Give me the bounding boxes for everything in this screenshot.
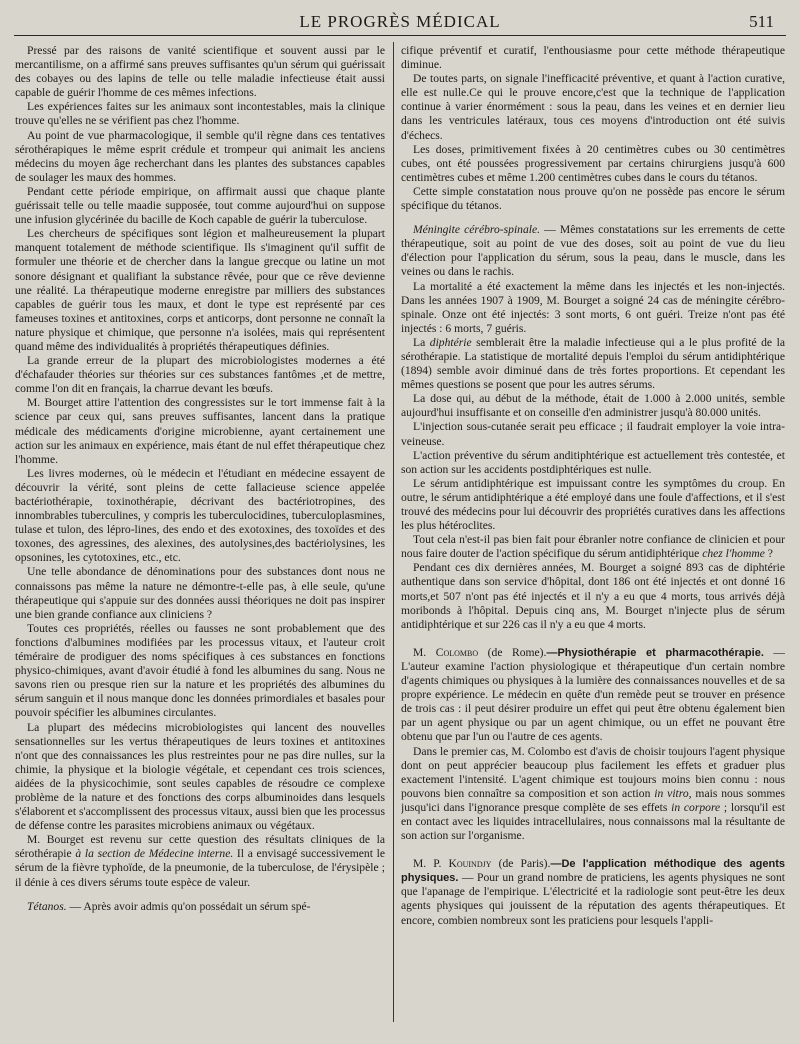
paragraph: Pendant cette période empirique, on affirmait aussi que chaque plante guérissait telle ou telle maadie supposée, tout comme aujourd'hui on suppose une infusion glycérinée du bacille de Koch capable de guérir la tuberculose. [15,184,385,227]
paragraph: L'action préventive du sérum anditiphtérique est actuellement très contestée, et son action sur les accidents postdiphtériques est nulle. [401,448,785,476]
text-run: Dans le premier cas, M. Colombo est d'avis de choisir toujours l'agent physique dont on peut apprécier beaucoup plus facilement les effets et graduer plus exactement l'intensité. L'agent chimique est toujours moins bien connu : nous pouvons bien connaître sa composition et son action [401,744,785,800]
paragraph [401,745,785,844]
paragraph: La dose qui, au début de la méthode, était de 1.000 à 2.000 unités, semble aujourd'hui insuffisante et on conseille d'en administrer jusqu'à 80.000 unités. [401,392,785,420]
text-run: mais nous sommes jusqu'ici dans l'ignorance presque complète de ses effets [401,786,785,814]
paragraph: cifique préventif et curatif, l'enthousiasme pour cette méthode thérapeutique diminue. [401,44,785,72]
italic-run: in vitro, [654,786,692,800]
right-column [401,44,785,1034]
text-run: semblerait être la maladie infectieuse qui a le plus profité de la sérothérapie. La statistique de mortalité depuis l'emploi du sérum antidiphtérique (1894) semble avoir diminué dans de très fortes proportions. Et cependant les mêmes questions se posent que pour les autres sérums. [401,335,785,392]
paragraph: Le sérum antidiphtérique est impuissant contre les symptômes du croup. En outre, le sérum antidiphtérique a été employé dans une foule d'affections, et il s'est trouvé des médecins pour lui découvrir des propriétés curatives dans les affections les plus hétéroclites. [401,476,785,533]
paragraph: Pendant ces dix dernières années, M. Bourget a soigné 893 cas de diphtérie authentique dans son service d'hôpital, dont 186 ont été injectés et ont donné 16 morts,et 507 n'ont pas été injectés et il n'y a eu que 4 morts, tous arrivés déjà moribonds à l'hôpital. Depuis cinq ans, M. Bourget n'injecte plus de sérum antidiphtérique et sur 226 cas il n'y a eu que 4 morts. [401,561,785,631]
paragraph: La plupart des médecins microbiologistes qui lancent des nouvelles sensationnelles sur les vertus thérapeutiques de leurs toxines et antitoxines n'ont que des connaissances les plus restreintes pour ne pas dire nulles, sur la chimie, la physique et la biologie végétale, et cependant ces trois sciences, aidées de la physicochimie, sont seules capables de résoudre ce complexe problème de la nature et des fonctions des corps albuminoides dans lesquels s'élaborent et s'accomplissent des processus vitaux, aussi bien que les processus de défense contre les parasites microbiens animaux ou végétaux. [15,720,385,833]
paragraph: Toutes ces propriétés, réelles ou fausses ne sont probablement que des fonctions d'albumines modifiées par les processus vitaux, et l'auteur croit téméraire de prodiguer des noms spécifiques à ces substances en fonctions physico-chimiques, avant d'avoir étudié à fond les albumines du sang. Nous ne savons rien ou presque rien sur la nature et les propriétés des albumines du sérum sanguin et il nous manque donc les données primordiales et basales pour pouvoir spécifier les albumines circulantes. [15,621,385,720]
author-place: (de Rome). [478,645,547,659]
text-run: ? [764,547,773,561]
paragraph [401,533,785,561]
text-run: — L'auteur examine l'action physiologique et thérapeutique d'un certain nombre d'agents chimiques ou physiques à la lumière des connaissances nouvelles et de sa propre expérience. Le médecin en quête d'un remède peut se trouver en présence de trois cas : il peut désirer produire un effet qui peut être obtenu également bien par un agent physique ou par un agent chimique, ou un effet ne pouvant être obtenu que par l'un ou l'autre de ces agents. [401,645,785,744]
text-run: La [413,335,430,349]
left-column [15,44,385,1034]
section-colombo [401,646,785,745]
paragraph: Les livres modernes, où le médecin et l'étudiant en médecine essayent de découvrir la vérité, sont pleins de cette fallacieuse science appelée bactériothérapie, toxinothérapie, décrivant des bactériotropines, des innombrables tuberculines, y compris les tuberculocidines, tuberculoplasmines, tulase et tulon, des lépro-lines, des endo et des exotoxines, des toxoïdes et des toxones, des agressines, des alexines, des autolysines,des bactériolysines, les opsonines, les cytotoxines, etc., etc. [15,466,385,565]
section-kouindjy [401,857,785,927]
subsection-title: Méningite cérébro-spinale. [413,223,541,237]
paragraph [401,336,785,392]
text-run: M. Bourget est revenu sur cette question des résultats cliniques de la sérothérapie [15,833,385,861]
running-header [0,0,800,40]
column-divider [393,42,394,1022]
text-run: Il a envisagé successivement le sérum de la fièvre typhoïde, de la pneumonie, de la tuberculose, de l'érysipèle ; il dénie à ces divers sérums toute espèce de valeur. [15,847,385,889]
text-run: ; lorsqu'il est en contact avec les liquides intracellulaires, nous connaissons mal la résultante de son action sur l'organisme. [401,800,785,843]
subsection-title: Tétanos. [27,899,67,913]
italic-run: in corpore [671,800,721,814]
paragraph: La mortalité a été exactement la même dans les injectés et les non-injectés. Dans les années 1907 à 1909, M. Bourget a soigné 24 cas de méningite cérébro-spinale. Onze ont été injectés: 3 sont morts, 6 ont guéri. Treize n'ont pas été injectés : 6 morts, 7 guéris. [401,279,785,335]
text-run: — Mêmes constatations sur les errements de cette thérapeutique, soit au point de vue des doses, soit au point de vue du lieu d'élection pour l'application du sérum, sous la peau, dans le muscle, dans les veines ou dans le rachis. [401,223,785,279]
paragraph: Pressé par des raisons de vanité scientifique et souvent aussi par le mercantilisme, on a affirmé sans preuves suffisantes qu'un sérum qui guérissait des cobayes ou des lapins de telle ou telle maladie infectieuse était aussi capable de guérir l'homme de ces mêmes infections. [15,44,385,100]
italic-run: diphtérie [429,335,472,349]
paragraph: Une telle abondance de dénominations pour des substances dont nous ne connaissons pas même la nature ne démontre-t-elle pas, à elle seule, qu'une thérapeutique qui s'appuie sur des données aussi théoriques ne doit pas inspirer une bien grande confiance aux cliniciens ? [15,565,385,621]
paragraph [401,223,785,279]
text-run: Tout cela n'est-il pas bien fait pour ébranler notre confiance de clinicien et pour nous faire douter de l'action spécifique du sérum antidiphtérique [401,533,785,561]
paragraph: Les doses, primitivement fixées à 20 centimètres cubes ou 30 centimètres cubes, ont été poussées progressivement par certains chirurgiens jusqu'à 600 centimètres cubes et même 1.200 centimètres cubes dans le cours du tétanos. [401,142,785,184]
paragraph: Les chercheurs de spécifiques sont légion et malheureusement la plupart manquent totalement de méthode scientifique. Ils s'imaginent qu'il suffit de formuler une théorie et de chercher dans la langue grecque ou latine un mot sonore désignant et qualifiant la substance rêvée, pour que ce rêve devienne une réalité. La thérapeutique moderne enregistre par milliers des substances capables de guérir tous les maux, et dont le type est représenté par ces fameuses toxines et antitoxines, corps et anticorps, dont personne ne connaît la nature physique et chimique, que personne n'a isolées, mais qui représentent quand même des individualités à propriétés thérapeutiques définies. [15,227,385,353]
page-number: 511 [749,12,774,31]
header-rule [14,35,786,36]
italic-run: chez l'homme [702,547,765,561]
paragraph: M. Bourget attire l'attention des congressistes sur le tort immense fait à la science par ceux qui, sans preuves suffisantes, lancent dans la pratique médicale des médicaments d'origine microbienne, ayant certainement une action sur les animaux en expérience, mais étant de nul effet thérapeutique chez l'homme. [15,396,385,466]
paragraph [15,833,385,889]
paragraph: L'injection sous-cutanée serait peu efficace ; il faudrait employer la voie intra-veineuse. [401,420,785,448]
paragraph: Les expériences faites sur les animaux sont incontestables, mais la clinique trouve qu'elles ne se vérifient pas chez l'homme. [15,100,385,128]
paragraph: Cette simple constatation nous prouve qu'on ne possède pas encore le sérum spécifique du tétanos. [401,184,785,213]
text-run: — Après avoir admis qu'on possédait un sérum spé- [66,899,311,913]
author-place: (de Paris). [491,857,551,871]
author-name: M. P. Kouindjy [413,857,492,871]
section-heading: —De l'application méthodique des agents physiques. [401,858,785,885]
text-run: — Pour un grand nombre de praticiens, les agents physiques ne sont que l'apanage de l'empirique. L'électricité et la radiologie sont peut-être les deux agents physiques qui jouissent de la réputation des agents thérapeutiques. Et encore, combien nombreux sont les praticiens pour lesquels l'appli- [401,871,785,927]
paragraph: Au point de vue pharmacologique, il semble qu'il règne dans ces tentatives sérothérapiques le même esprit crédule et trompeur qui animait les anciens médecins du moyen âge recherchant dans les plantes des substances capables de soulager les maux des hommes. [15,128,385,184]
paragraph: De toutes parts, on signale l'inefficacité préventive, et quant à l'action curative, elle est nulle.Ce qui le prouve encore,c'est que la technique de l'application continue à varier énormément : sous la peau, dans les veines et en dernier lieu dans les ventricules latéraux, tous ces moyens d'introduction ont été suivis d'échecs. [401,72,785,142]
paragraph: La grande erreur de la plupart des microbiologistes modernes a été d'échafauder théories sur théories sur ces substances fantômes ,et de mettre, comme l'on dit en français, la charrue devant les bœufs. [15,354,385,396]
section-heading: —Physiothérapie et pharmacothérapie. [546,646,764,659]
paragraph [15,900,385,914]
author-name: M. Colombo [413,645,479,659]
italic-run: à la section de Médecine interne. [75,847,234,861]
journal-title: LE PROGRÈS MÉDICAL [299,12,501,31]
